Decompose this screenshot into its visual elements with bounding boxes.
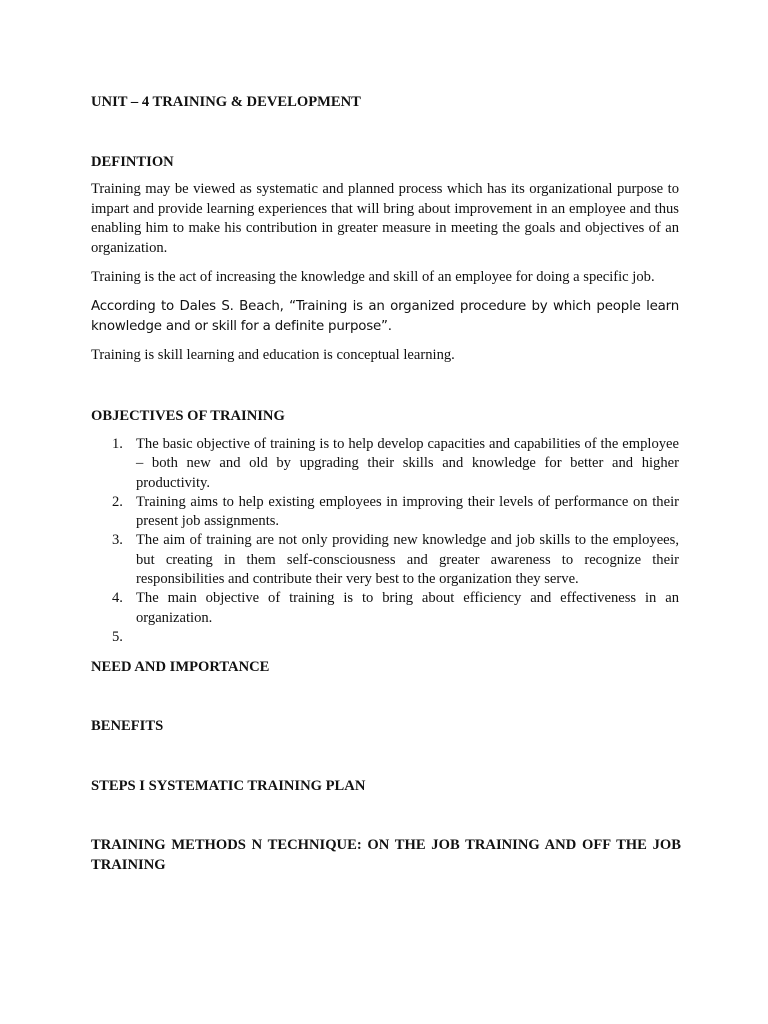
definition-heading: DEFINTION	[91, 154, 174, 170]
objectives-list	[91, 435, 679, 647]
list-item-number: 5.	[112, 628, 123, 645]
list-item	[91, 493, 679, 532]
list-item-number: 4.	[112, 590, 123, 607]
list-item-text: The main objective of training is to bring about efficiency and effectiveness in an organization.	[136, 590, 679, 626]
steps-heading: STEPS I SYSTEMATIC TRAINING PLAN	[91, 778, 366, 794]
list-item-number: 1.	[112, 436, 123, 452]
list-item-number: 3.	[112, 532, 123, 549]
list-item	[91, 589, 679, 628]
methods-heading: TRAINING METHODS N TECHNIQUE: ON THE JOB TRAINING AND OFF THE JOB TRAINING	[91, 837, 681, 873]
definition-paragraph: Training may be viewed as systematic and planned process which has its organizational purpose to impart and provide learning experiences that will bring about improvement in an employee and thus enabling him to make his contribution in greater measure in meeting the goals and objectives of an organization.	[91, 181, 679, 257]
benefits-heading: BENEFITS	[91, 718, 164, 734]
list-item	[91, 531, 679, 589]
list-item-text: The aim of training are not only providing new knowledge and job skills to the employees, but creating in them self-consciousness and greater awareness to recognize their responsibilities and contribute their very best to the organization they serve.	[136, 532, 679, 588]
list-item	[91, 435, 679, 493]
list-item-number: 2.	[112, 493, 123, 510]
definition-paragraph: Training is skill learning and education is conceptual learning.	[91, 347, 455, 363]
beach-quote-paragraph: According to Dales S. Beach, “Training is an organized procedure by which people learn knowledge and or skill for a definite purpose”.	[91, 299, 679, 334]
list-item-text: Training aims to help existing employees in improving their levels of performance on their present job assignments.	[136, 493, 679, 530]
unit-title: UNIT – 4 TRAINING & DEVELOPMENT	[91, 94, 361, 110]
list-item	[91, 628, 679, 647]
need-importance-heading: NEED AND IMPORTANCE	[91, 659, 270, 675]
definition-paragraph: Training is the act of increasing the knowledge and skill of an employee for doing a specific job.	[91, 269, 655, 285]
list-item-text: The basic objective of training is to help develop capacities and capabilities of the employee – both new and old by upgrading their skills and knowledge for better and higher productivity.	[136, 436, 679, 491]
objectives-heading: OBJECTIVES OF TRAINING	[91, 408, 285, 424]
